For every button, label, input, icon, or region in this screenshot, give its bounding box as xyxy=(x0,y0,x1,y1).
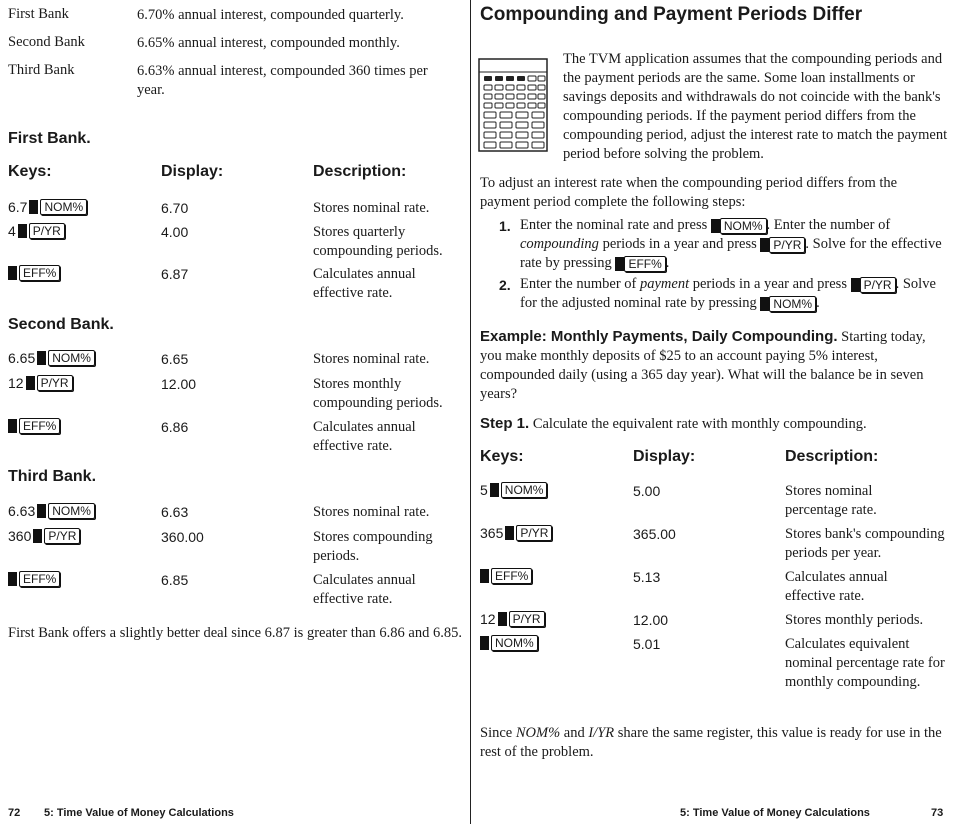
step-heading xyxy=(480,414,946,434)
step-text: periods in a year and press xyxy=(602,236,757,252)
page-number: 72 xyxy=(8,807,21,819)
step-text: periods in a year and press xyxy=(692,276,847,292)
shift-key-icon xyxy=(8,572,17,586)
description: Calculates annual effective rate. xyxy=(313,419,416,454)
calculator-key: EFF% xyxy=(491,568,532,584)
calculator-key: NOM% xyxy=(769,296,816,312)
keystroke xyxy=(8,265,60,281)
example-paragraph xyxy=(480,327,946,404)
shift-key-icon xyxy=(498,612,507,626)
key-number: 12 xyxy=(480,611,496,627)
display-value: 5.13 xyxy=(633,569,661,585)
display-value: 365.00 xyxy=(633,526,676,542)
key-number: 12 xyxy=(8,375,24,391)
keystroke xyxy=(8,528,80,544)
section-title: First Bank. xyxy=(8,130,91,147)
shift-key-icon xyxy=(8,419,17,433)
example-title: Example: Monthly Payments, Daily Compounding. xyxy=(480,328,838,345)
display-value: 360.00 xyxy=(161,529,204,545)
calculator-key: NOM% xyxy=(40,199,87,215)
keystroke xyxy=(8,199,87,215)
keystroke xyxy=(480,568,532,584)
keystroke xyxy=(480,525,552,541)
key-number: 6.63 xyxy=(8,503,36,519)
calculator-key: P/YR xyxy=(37,375,73,391)
description: Stores bank's compounding periods per year. xyxy=(785,526,945,561)
display-value: 6.65 xyxy=(161,351,189,367)
description: Calculates annual effective rate. xyxy=(313,572,416,607)
display-value: 6.87 xyxy=(161,266,189,282)
keystroke xyxy=(8,571,60,587)
calculator-key: P/YR xyxy=(509,611,545,627)
calculator-key: NOM% xyxy=(48,350,95,366)
emphasis: NOM% xyxy=(515,725,561,741)
calculator-key: NOM% xyxy=(48,503,95,519)
calculator-key: NOM% xyxy=(720,218,767,234)
shift-key-icon xyxy=(8,266,17,280)
calculator-key: NOM% xyxy=(491,635,538,651)
shift-key-icon xyxy=(480,636,489,650)
display-value: 6.63 xyxy=(161,504,189,520)
calculator-key: NOM% xyxy=(501,482,548,498)
closing-text: share the same register, this value is ready for use in the rest of the problem. xyxy=(480,725,942,760)
display-value: 4.00 xyxy=(161,224,189,240)
keystroke xyxy=(8,350,95,366)
shift-key-icon xyxy=(37,351,46,365)
description: Stores quarterly compounding periods. xyxy=(313,224,443,259)
bank-name: Second Bank xyxy=(8,34,85,50)
key-number: 365 xyxy=(480,525,504,541)
shift-key-icon xyxy=(33,529,42,543)
keystroke xyxy=(480,482,547,498)
key-number: 5 xyxy=(480,482,488,498)
shift-key-icon xyxy=(505,526,514,540)
display-value: 12.00 xyxy=(633,612,669,628)
calculator-key: P/YR xyxy=(29,223,65,239)
description: Stores nominal rate. xyxy=(313,351,430,367)
shift-key-icon xyxy=(851,278,860,292)
description: Stores compounding periods. xyxy=(313,529,433,564)
calculator-key: EFF% xyxy=(19,418,60,434)
page-number: 73 xyxy=(931,807,944,819)
step-1-text xyxy=(520,216,946,273)
conclusion-paragraph: First Bank offers a slightly better deal since 6.87 is greater than 6.86 and 6.85. xyxy=(8,625,462,641)
closing-text: Since xyxy=(480,725,513,741)
closing-text: and xyxy=(563,725,585,741)
calculator-key: P/YR xyxy=(516,525,552,541)
description: Calculates equivalent nominal percentage rate for monthly compounding. xyxy=(785,636,945,690)
shift-key-icon xyxy=(615,257,624,271)
intro-paragraph: The TVM application assumes that the compounding periods and the payment periods are the same. Some loan installments or savings deposits and withdrawals do not coincide with the bank's compounding periods. If the payment period differs from the compounding period, adjust the interest rate to match the payment period before solving the problem. xyxy=(563,51,948,162)
step-2-text xyxy=(520,275,946,313)
shift-key-icon xyxy=(18,224,27,238)
col-display: Display: xyxy=(633,448,696,465)
bank-name: First Bank xyxy=(8,6,69,22)
step-text: Enter the nominal rate and press xyxy=(520,217,708,233)
keystroke xyxy=(8,375,73,391)
shift-key-icon xyxy=(711,219,720,233)
chapter-footer: 5: Time Value of Money Calculations xyxy=(44,807,234,819)
shift-key-icon xyxy=(26,376,35,390)
keystroke xyxy=(8,503,95,519)
shift-key-icon xyxy=(760,238,769,252)
shift-key-icon xyxy=(37,504,46,518)
step-label: Step 1. xyxy=(480,415,530,432)
description: Stores nominal rate. xyxy=(313,504,430,520)
keystroke xyxy=(480,611,545,627)
step-text: . xyxy=(816,295,820,311)
key-number: 6.7 xyxy=(8,199,28,215)
calculator-key: P/YR xyxy=(769,237,805,253)
keystroke xyxy=(8,418,60,434)
emphasis: I/YR xyxy=(588,725,615,741)
col-display: Display: xyxy=(161,163,224,180)
keystroke xyxy=(8,223,65,239)
display-value: 6.86 xyxy=(161,419,189,435)
col-keys: Keys: xyxy=(480,448,524,465)
step-text: . Solve for the effective rate by pressing xyxy=(520,236,942,271)
description: Calculates annual effective rate. xyxy=(313,266,416,301)
description: Calculates annual effective rate. xyxy=(785,569,888,604)
description: Stores monthly compounding periods. xyxy=(313,376,443,411)
emphasis: payment xyxy=(640,276,690,292)
bank-rate: 6.65% annual interest, compounded monthly. xyxy=(137,35,400,51)
calculator-key: EFF% xyxy=(624,256,665,272)
step-text: . Enter the number of xyxy=(766,217,891,233)
display-value: 12.00 xyxy=(161,376,197,392)
step-text: Enter the number of xyxy=(520,276,637,292)
display-value: 5.01 xyxy=(633,636,661,652)
description: Stores nominal rate. xyxy=(313,200,430,216)
page-title: Compounding and Payment Periods Differ xyxy=(480,4,863,25)
chapter-footer: 5: Time Value of Money Calculations xyxy=(680,807,870,819)
calculator-key: P/YR xyxy=(860,277,896,293)
bank-rate: 6.63% annual interest, compounded 360 times per year. xyxy=(137,63,428,98)
adjust-paragraph: To adjust an interest rate when the compounding period differs from the payment period complete the following steps: xyxy=(480,175,898,210)
key-number: 360 xyxy=(8,528,32,544)
page-divider xyxy=(470,0,471,824)
col-description: Description: xyxy=(785,448,879,465)
calculator-icon xyxy=(478,58,548,152)
key-number: 4 xyxy=(8,223,16,239)
shift-key-icon xyxy=(29,200,38,214)
display-value: 5.00 xyxy=(633,483,661,499)
section-title: Third Bank. xyxy=(8,468,97,485)
step-number: 1. xyxy=(499,218,511,234)
calculator-key: EFF% xyxy=(19,265,60,281)
section-title: Second Bank. xyxy=(8,316,114,333)
step-description: Calculate the equivalent rate with monthly compounding. xyxy=(532,416,867,432)
calculator-key: EFF% xyxy=(19,571,60,587)
col-description: Description: xyxy=(313,163,407,180)
step-number: 2. xyxy=(499,277,511,293)
example-text: Starting today, you make monthly deposits of $25 to an account paying 5% interest, compounded daily (using a 365 day year). What will the balance be in seven years? xyxy=(480,329,926,402)
description: Stores nominal percentage rate. xyxy=(785,483,877,518)
closing-paragraph xyxy=(480,724,948,762)
key-number: 6.65 xyxy=(8,350,36,366)
bank-name: Third Bank xyxy=(8,62,75,78)
bank-rate: 6.70% annual interest, compounded quarterly. xyxy=(137,7,404,23)
step-text: . Solve for the adjusted nominal rate by pressing xyxy=(520,276,936,311)
col-keys: Keys: xyxy=(8,163,52,180)
step-text: . xyxy=(665,255,670,271)
keystroke xyxy=(480,635,538,651)
shift-key-icon xyxy=(480,569,489,583)
calculator-key: P/YR xyxy=(44,528,80,544)
emphasis: compounding xyxy=(520,236,599,252)
shift-key-icon xyxy=(760,297,769,311)
display-value: 6.85 xyxy=(161,572,189,588)
shift-key-icon xyxy=(490,483,499,497)
display-value: 6.70 xyxy=(161,200,189,216)
description: Stores monthly periods. xyxy=(785,612,924,628)
